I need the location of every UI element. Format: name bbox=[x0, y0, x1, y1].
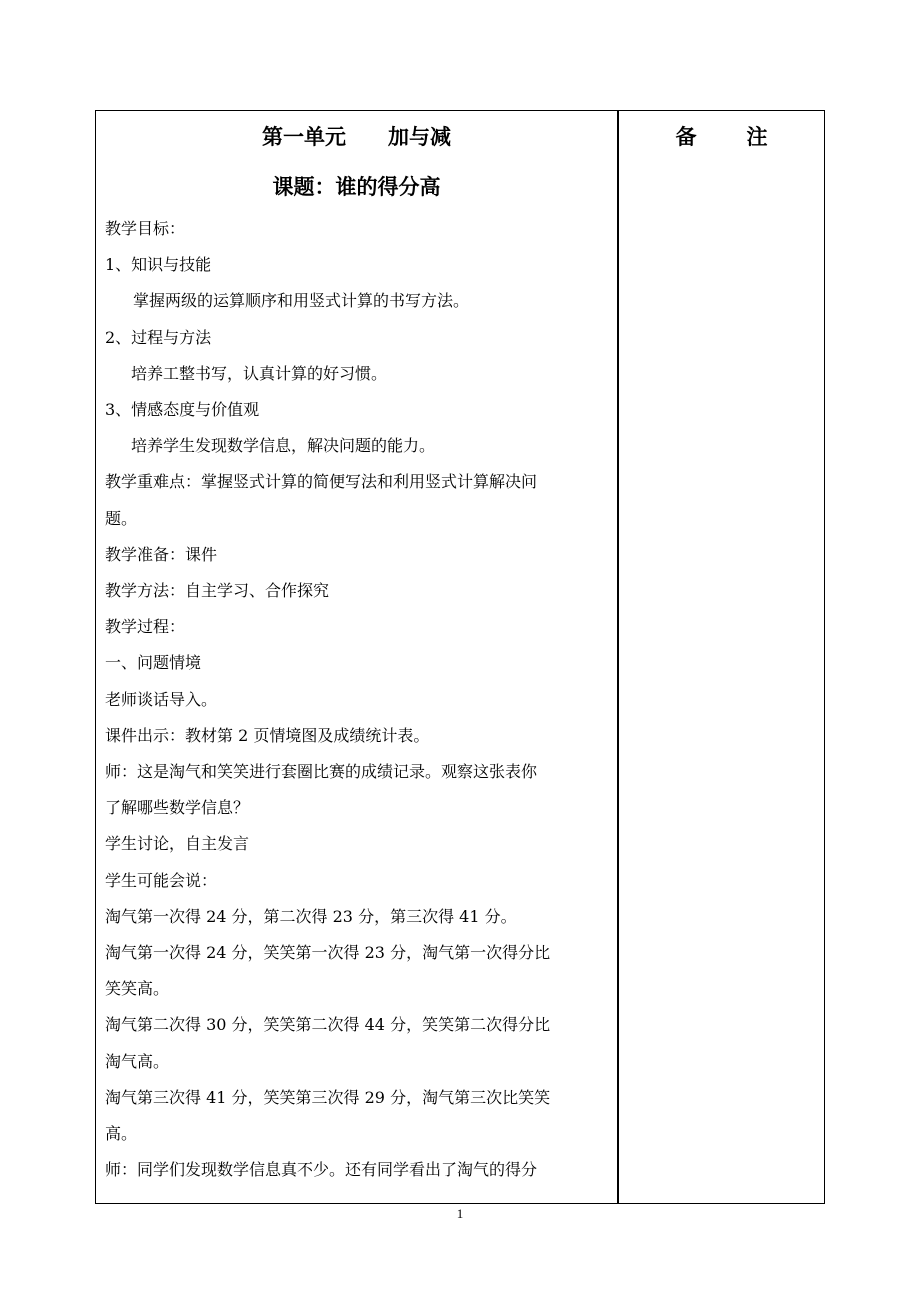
text-line: 师：同学们发现数学信息真不少。还有同学看出了淘气的得分 bbox=[105, 1160, 538, 1180]
text-line: 高。 bbox=[105, 1124, 138, 1144]
unit-title: 第一单元 加与减 bbox=[262, 125, 451, 149]
section-1-heading: 一、问题情境 bbox=[105, 653, 202, 673]
notes-column bbox=[619, 111, 824, 1203]
lesson-plan-table bbox=[95, 110, 825, 1204]
key-points-line-1: 教学重难点：掌握竖式计算的简便写法和利用竖式计算解决问 bbox=[105, 472, 538, 492]
process-heading: 教学过程： bbox=[105, 617, 186, 637]
process-method-heading: 2、过程与方法 bbox=[105, 327, 212, 347]
text-line: 了解哪些数学信息？ bbox=[105, 798, 250, 818]
text-line: 老师谈话导入。 bbox=[105, 689, 218, 709]
lesson-title: 课题：谁的得分高 bbox=[272, 175, 441, 199]
knowledge-skills-text: 掌握两级的运算顺序和用竖式计算的书写方法。 bbox=[133, 291, 470, 311]
lesson-body bbox=[105, 211, 609, 1188]
emotion-values-heading: 3、情感态度与价值观 bbox=[105, 400, 260, 420]
text-line: 课件出示：教材第 2 页情境图及成绩统计表。 bbox=[105, 725, 430, 745]
text-line: 淘气第一次得 24 分，第二次得 23 分，第三次得 41 分。 bbox=[105, 906, 517, 926]
process-method-text: 培养工整书写，认真计算的好习惯。 bbox=[131, 363, 388, 383]
text-line: 学生讨论，自主发言 bbox=[105, 834, 250, 854]
text-line: 淘气第二次得 30 分，笑笑第二次得 44 分，笑笑第二次得分比 bbox=[105, 1015, 551, 1035]
objectives-heading: 教学目标： bbox=[105, 219, 186, 238]
method-line: 教学方法：自主学习、合作探究 bbox=[105, 581, 330, 601]
main-column bbox=[96, 111, 617, 1203]
text-line: 师：这是淘气和笑笑进行套圈比赛的成绩记录。观察这张表你 bbox=[105, 762, 538, 782]
text-line: 淘气第三次得 41 分，笑笑第三次得 29 分，淘气第三次比笑笑 bbox=[105, 1087, 551, 1107]
text-line: 淘气高。 bbox=[105, 1051, 170, 1071]
preparation-line: 教学准备：课件 bbox=[105, 544, 218, 564]
knowledge-skills-heading: 1、知识与技能 bbox=[105, 255, 212, 275]
key-points-line-2: 题。 bbox=[105, 508, 138, 528]
text-line: 淘气第一次得 24 分，笑笑第一次得 23 分，淘气第一次得分比 bbox=[105, 943, 551, 963]
notes-title: 备注 bbox=[675, 125, 818, 149]
text-line: 笑笑高。 bbox=[105, 979, 170, 999]
page-number: 1 bbox=[456, 1206, 464, 1221]
emotion-values-text: 培养学生发现数学信息，解决问题的能力。 bbox=[131, 436, 436, 456]
text-line: 学生可能会说： bbox=[105, 870, 218, 890]
